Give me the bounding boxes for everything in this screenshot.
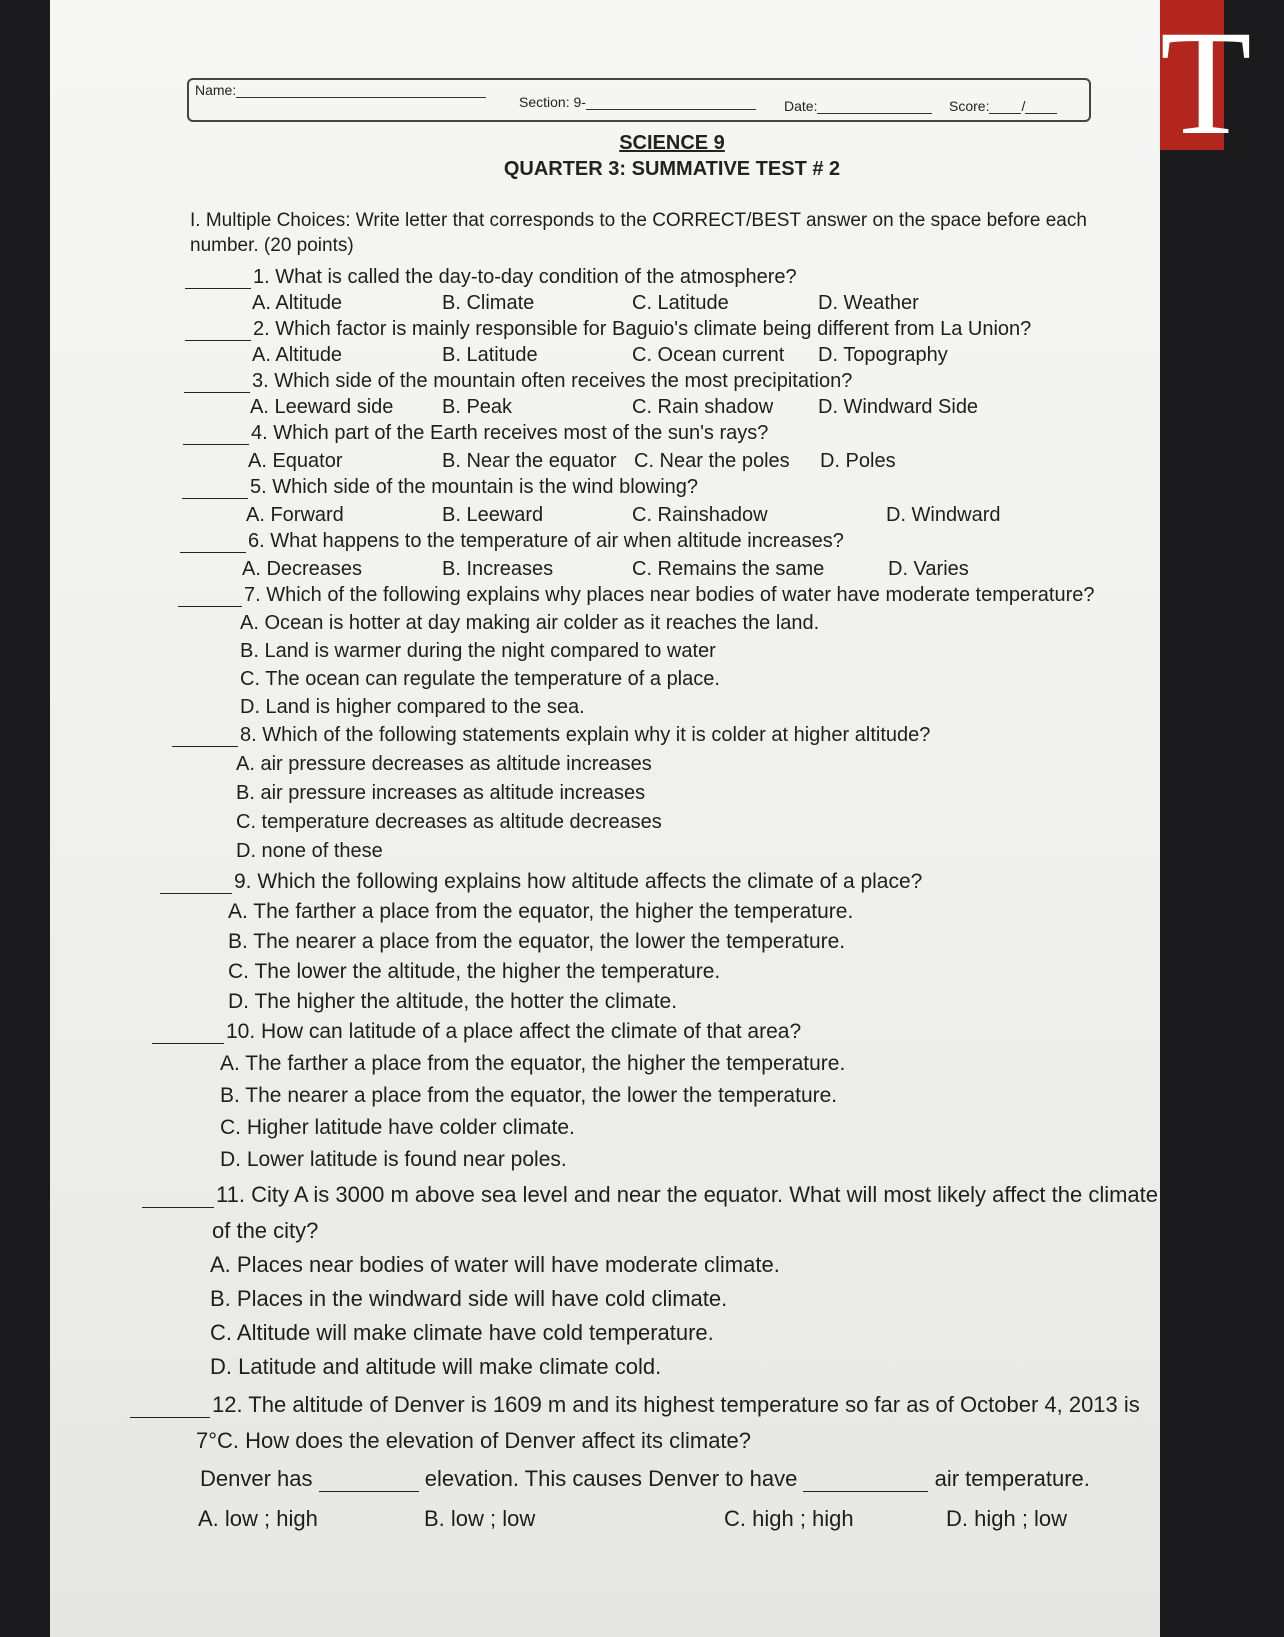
choice: A. air pressure decreases as altitude increases	[236, 753, 652, 775]
date-field	[784, 98, 932, 114]
choice: C. high ; high	[724, 1506, 854, 1531]
choice: A. Altitude	[252, 292, 343, 314]
choice: B. Increases	[442, 558, 554, 580]
answer-blank[interactable]	[142, 1207, 214, 1208]
choice: D. Latitude and altitude will make climate cold.	[210, 1354, 662, 1379]
name-label: Name:	[195, 82, 237, 98]
question-7: 7. Which of the following explains why places near bodies of water have moderate temperature?	[178, 584, 1094, 607]
choice: C. Higher latitude have colder climate.	[220, 1116, 575, 1139]
question-12: 12. The altitude of Denver is 1609 m and its highest temperature so far as of October 4, 2013 is	[130, 1392, 1140, 1418]
question-10: 10. How can latitude of a place affect the climate of that area?	[152, 1020, 801, 1044]
question-5: 5. Which side of the mountain is the wind blowing?	[182, 476, 698, 499]
choice: B. low ; low	[424, 1506, 536, 1531]
choice: D. Poles	[820, 450, 896, 472]
answer-blank[interactable]	[184, 392, 250, 393]
choice: C. Remains the same	[632, 558, 825, 580]
answer-blank[interactable]	[183, 444, 249, 445]
answer-blank[interactable]	[130, 1417, 210, 1418]
question-6: 6. What happens to the temperature of air when altitude increases?	[180, 530, 844, 553]
choice: D. The higher the altitude, the hotter the climate.	[228, 990, 678, 1013]
name-field	[195, 82, 486, 98]
choice: A. Equator	[248, 450, 343, 472]
section-field	[519, 94, 756, 110]
choice: D. Windward	[886, 504, 1001, 526]
choice: C. Ocean current	[632, 344, 785, 366]
header-box	[187, 78, 1091, 122]
question-8: 8. Which of the following statements explain why it is colder at higher altitude?	[172, 724, 930, 747]
choice: C. Rainshadow	[632, 504, 768, 526]
choice: D. Varies	[888, 558, 969, 580]
choice: A. The farther a place from the equator, the higher the temperature.	[220, 1052, 846, 1075]
choice: A. low ; high	[198, 1506, 318, 1531]
score-field	[949, 98, 1057, 114]
question-4: 4. Which part of the Earth receives most of the sun's rays?	[183, 422, 768, 445]
question-1: 1. What is called the day-to-day condition of the atmosphere?	[185, 266, 797, 289]
fill-blank-1[interactable]	[319, 1491, 419, 1492]
question-9: 9. Which the following explains how altitude affects the climate of a place?	[160, 870, 922, 894]
answer-blank[interactable]	[178, 606, 242, 607]
choice: C. Latitude	[632, 292, 729, 314]
question-3: 3. Which side of the mountain often receives the most precipitation?	[184, 370, 852, 393]
choice: D. Weather	[818, 292, 919, 314]
choice: A. Altitude	[252, 344, 343, 366]
answer-blank[interactable]	[185, 288, 251, 289]
choice: A. Decreases	[242, 558, 363, 580]
section-label: Section: 9-	[519, 94, 586, 110]
cover-letter: T	[1160, 0, 1252, 166]
answer-blank[interactable]	[180, 552, 246, 553]
answer-blank[interactable]	[160, 893, 232, 894]
choice: D. Windward Side	[818, 396, 979, 418]
question-2: 2. Which factor is mainly responsible for Baguio's climate being different from La Union?	[185, 318, 1031, 341]
choice: A. The farther a place from the equator, the higher the temperature.	[228, 900, 854, 923]
answer-blank[interactable]	[172, 746, 238, 747]
test-title: SCIENCE 9	[619, 132, 725, 154]
choice: D. Lower latitude is found near poles.	[220, 1148, 567, 1171]
choice: B. Leeward	[442, 504, 544, 526]
question-12-continued: 7°C. How does the elevation of Denver affect its climate?	[196, 1428, 752, 1453]
score-separator: /	[1021, 98, 1026, 114]
choice: B. Latitude	[442, 344, 538, 366]
choice: C. temperature decreases as altitude decreases	[236, 811, 662, 833]
answer-blank[interactable]	[185, 340, 251, 341]
choice: A. Places near bodies of water will have moderate climate.	[210, 1252, 780, 1277]
choice: C. The lower the altitude, the higher the temperature.	[228, 960, 721, 983]
choice: A. Forward	[246, 504, 344, 526]
choice: D. high ; low	[946, 1506, 1068, 1531]
choice: C. Rain shadow	[632, 396, 774, 418]
instructions-line-2: number. (20 points)	[190, 235, 354, 256]
choice: A. Leeward side	[250, 396, 394, 418]
choice: B. air pressure increases as altitude increases	[236, 782, 646, 804]
choice: C. Near the poles	[634, 450, 790, 472]
choice: D. Topography	[818, 344, 948, 366]
question-11-continued: of the city?	[212, 1218, 319, 1243]
choice: D. none of these	[236, 840, 383, 862]
fill-in-sentence: Denver has elevation. This causes Denver to have air temperature.	[200, 1466, 1090, 1491]
red-cover-strip	[1154, 0, 1252, 166]
choice: C. The ocean can regulate the temperature of a place.	[240, 668, 720, 690]
choice: B. Near the equator	[442, 450, 617, 472]
instructions-line-1: I. Multiple Choices: Write letter that corresponds to the CORRECT/BEST answer on the space before each	[190, 210, 1087, 231]
test-subtitle: QUARTER 3: SUMMATIVE TEST # 2	[503, 158, 841, 180]
choice: D. Land is higher compared to the sea.	[240, 696, 585, 718]
date-label: Date:	[784, 98, 818, 114]
fill-blank-2[interactable]	[803, 1491, 928, 1492]
choice: C. Altitude will make climate have cold temperature.	[210, 1320, 714, 1345]
choice: B. Peak	[442, 396, 513, 418]
score-label: Score:	[949, 98, 990, 114]
choice: B. Climate	[442, 292, 535, 314]
answer-blank[interactable]	[152, 1043, 224, 1044]
choice: B. Places in the windward side will have cold climate.	[210, 1286, 728, 1311]
choice: A. Ocean is hotter at day making air colder as it reaches the land.	[240, 612, 820, 634]
answer-blank[interactable]	[182, 498, 248, 499]
question-11: 11. City A is 3000 m above sea level and near the equator. What will most likely affect the climate	[142, 1182, 1158, 1208]
choice: B. Land is warmer during the night compared to water	[240, 640, 716, 662]
choice: B. The nearer a place from the equator, the lower the temperature.	[228, 930, 846, 953]
choice: B. The nearer a place from the equator, the lower the temperature.	[220, 1084, 838, 1107]
